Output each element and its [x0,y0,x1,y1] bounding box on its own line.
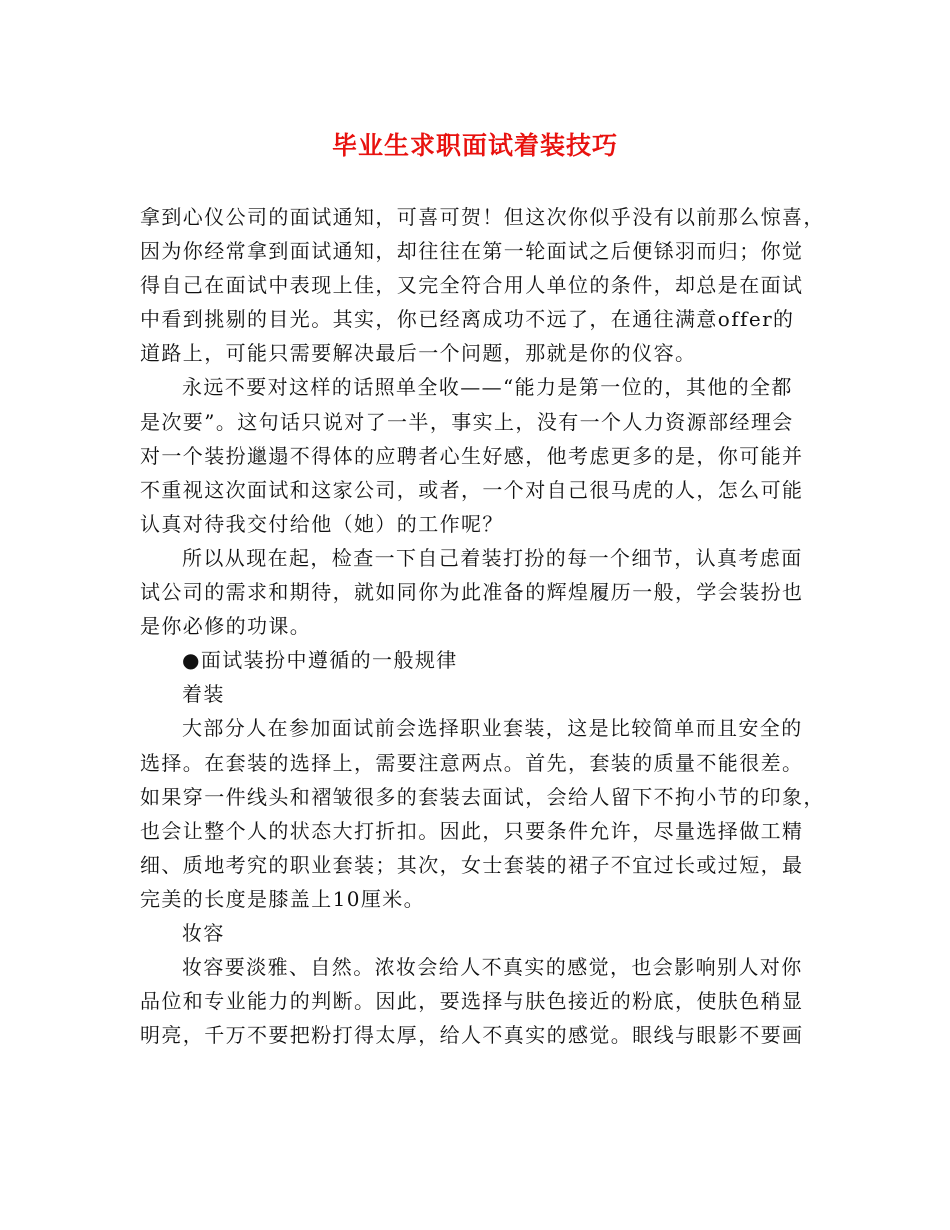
paragraph-line: 是次要”。这句话只说对了一半，事实上，没有一个人力资源部经理会 [140,409,794,434]
paragraph-line: 明亮，千万不要把粉打得太厚，给人不真实的感觉。眼线与眼影不要画 [140,1023,804,1048]
paragraph-line: 得自己在面试中表现上佳，又完全符合用人单位的条件，却总是在面试 [140,273,804,298]
paragraph-line: 认真对待我交付给他（她）的工作呢？ [140,511,504,536]
paragraph-line: 也会让整个人的状态大打折扣。因此，只要条件允许，尽量选择做工精 [140,818,804,843]
paragraph-line: 不重视这次面试和这家公司，或者，一个对自己很马虎的人，怎么可能 [140,477,804,502]
paragraph-line: 中看到挑剔的目光。其实，你已经离成功不远了，在通往满意offer的 [140,307,795,332]
paragraph-line: 选择。在套装的选择上，需要注意两点。首先，套装的质量不能很差。 [140,750,804,775]
paragraph-line: 拿到心仪公司的面试通知，可喜可贺！但这次你似乎没有以前那么惊喜， [140,205,825,229]
paragraph-line: 永远不要对这样的话照单全收——“能力是第一位的，其他的全都 [182,375,793,400]
paragraph-line: 细、质地考究的职业套装；其次，女士套装的裙子不宜过长或过短，最 [140,852,804,877]
paragraph-line: 所以从现在起，检查一下自己着装打扮的每一个细节，认真考虑面 [182,545,803,570]
subsection-heading: 着装 [182,682,225,707]
paragraph-line: 对一个装扮邋遢不得体的应聘者心生好感，他考虑更多的是，你可能并 [140,443,804,468]
paragraph-line: 道路上，可能只需要解决最后一个问题，那就是你的仪容。 [140,341,697,366]
paragraph-line: 妆容要淡雅、自然。浓妆会给人不真实的感觉，也会影响别人对你 [182,955,803,980]
document-title: 毕业生求职面试着装技巧 [331,131,618,160]
paragraph-line: 品位和专业能力的判断。因此，要选择与肤色接近的粉底，使肤色稍显 [140,989,804,1014]
paragraph-line: 因为你经常拿到面试通知，却往往在第一轮面试之后便铩羽而归；你觉 [140,239,804,264]
section-heading: ●面试装扮中遵循的一般规律 [182,648,458,673]
subsection-heading: 妆容 [182,920,225,945]
paragraph-line: 试公司的需求和期待，就如同你为此准备的辉煌履历一般，学会装扮也 [140,580,804,605]
paragraph-line: 大部分人在参加面试前会选择职业套装，这是比较简单而且安全的 [182,716,803,741]
paragraph-line: 如果穿一件线头和褶皱很多的套装去面试，会给人留下不拘小节的印象， [140,784,825,809]
paragraph-line: 完美的长度是膝盖上10厘米。 [140,886,426,911]
paragraph-line: 是你必修的功课。 [140,614,312,639]
document-body [140,200,825,1052]
